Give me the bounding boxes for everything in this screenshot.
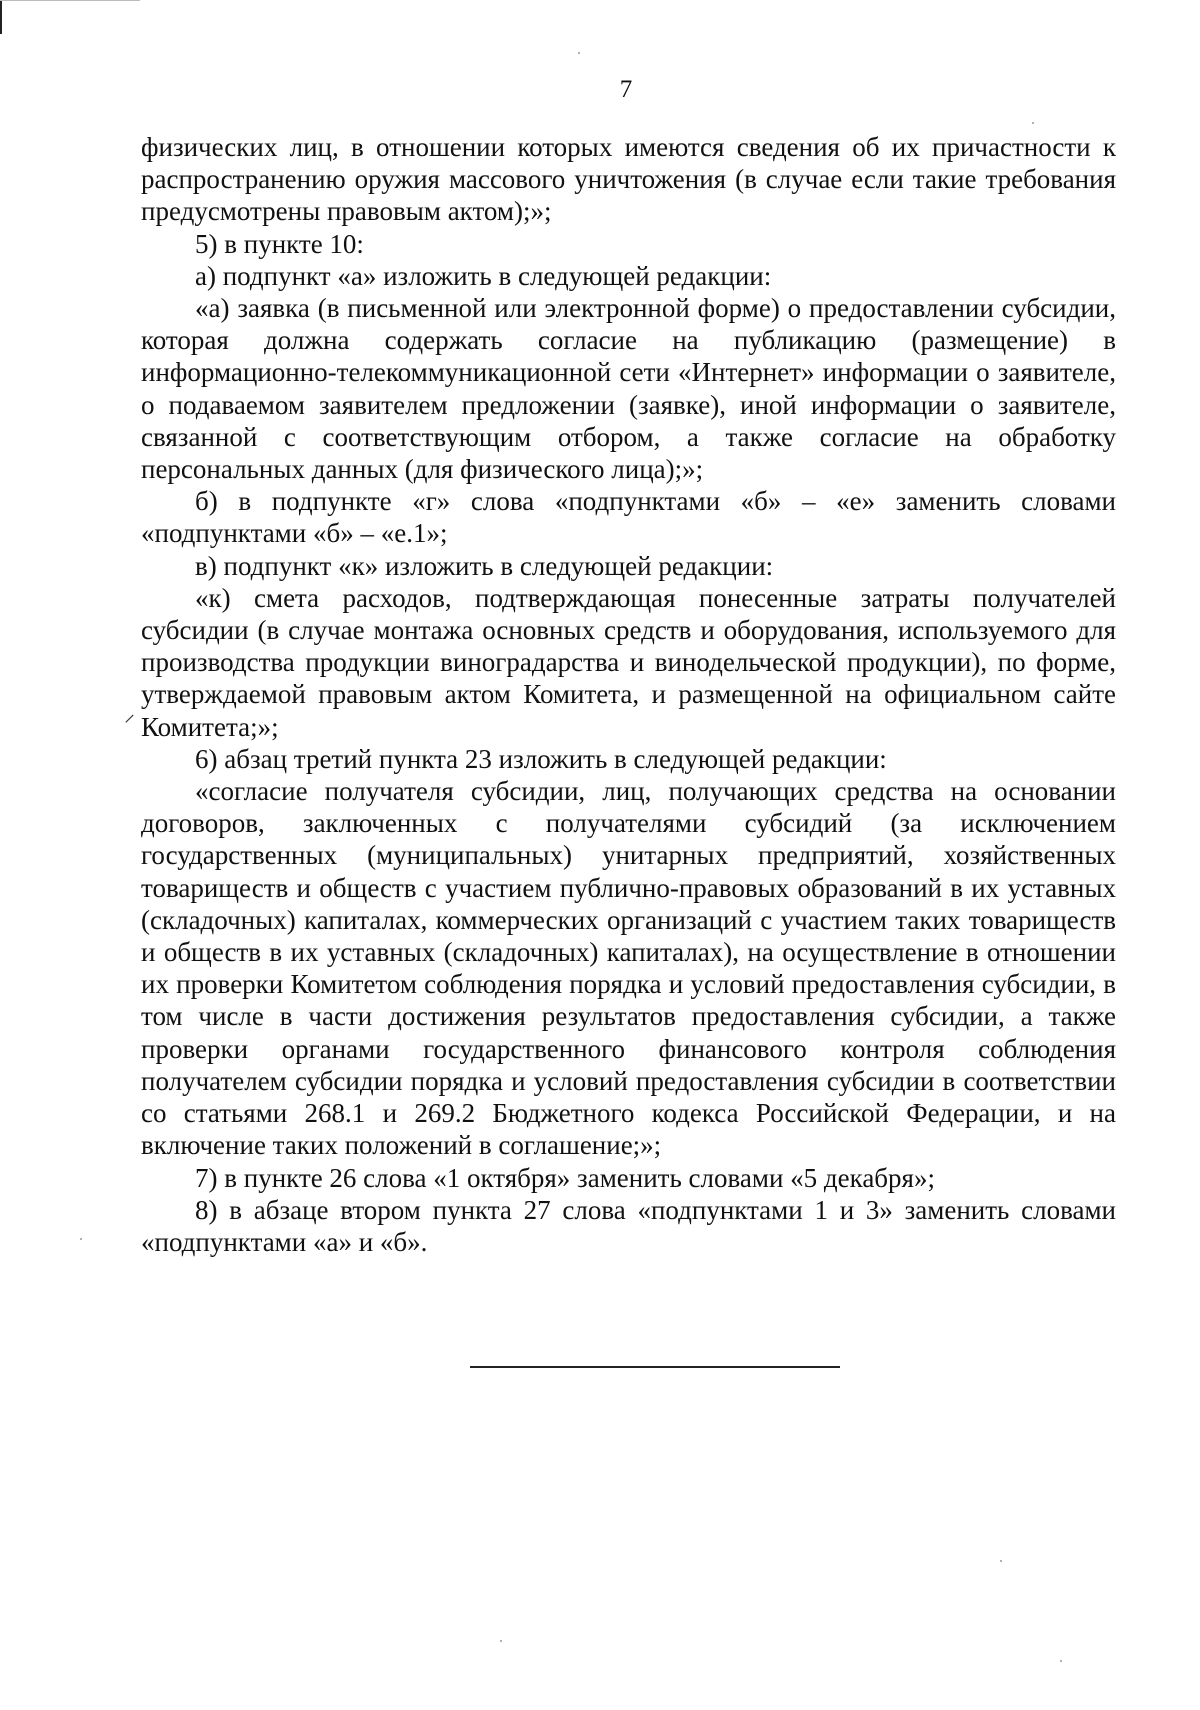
paragraph: физических лиц, в отношении которых имеются сведения об их причастности к распространению оружия массового уничтожения (в случае если такие требования предусмотрены правовым актом);»;: [141, 132, 1116, 227]
paragraph: 6) абзац третий пункта 23 изложить в следующей редакции:: [195, 743, 887, 774]
paragraph: «согласие получателя субсидии, лиц, получающих средства на основании договоров, заключенных с получателями субсидий (за исключением государственных (муниципальных) унитарных предприятий, хозяйственных товариществ и обществ с участием публично-правовых образований в их уставных (складочных) капиталах, коммерческих организаций с участием таких товариществ и обществ в их уставных (складочных) капиталах), на осуществление в отношении их проверки Комитетом соблюдения порядка и условий предоставления субсидии, в том числе в части достижения результатов предоставления субсидии, а также проверки органами государственного финансового контроля соблюдения получателем субсидии порядка и условий предоставления субсидии в соответствии со статьями 268.1 и 269.2 Бюджетного кодекса Российской Федерации, и на включение таких положений в соглашение;»;: [141, 776, 1116, 1161]
scan-speck: [1000, 1560, 1002, 1562]
scan-speck: [80, 1238, 82, 1240]
margin-pen-mark: ⸝: [124, 701, 136, 726]
paragraph: 5) в пункте 10:: [195, 228, 364, 259]
end-of-document-rule: [470, 1366, 840, 1368]
scan-speck: [578, 52, 580, 54]
paragraph: а) подпункт «а» изложить в следующей редакции:: [195, 260, 772, 291]
document-body: [141, 131, 1116, 1258]
paragraph: 8) в абзаце втором пункта 27 слова «подпунктами 1 и 3» заменить словами «подпунктами «а» и «б».: [141, 1194, 1116, 1257]
scan-edge-mark: [0, 0, 2, 34]
scan-speck: [500, 1640, 502, 1642]
paragraph: 7) в пункте 26 слова «1 октября» заменить словами «5 декабря»;: [195, 1162, 935, 1193]
scan-speck: [1060, 1660, 1062, 1662]
scan-speck: [1032, 122, 1034, 124]
paragraph: в) подпункт «к» изложить в следующей редакции:: [195, 550, 774, 581]
paragraph: «к) смета расходов, подтверждающая понесенные затраты получателей субсидии (в случае монтажа основных средств и оборудования, используемого для производства продукции виноградарства и винодельческой продукции), по форме, утверждаемой правовым актом Комитета, и размещенной на официальном сайте Комитета;»;: [141, 582, 1116, 742]
scan-edge-line: [0, 0, 140, 1]
page-number: 7: [619, 76, 633, 103]
paragraph: «а) заявка (в письменной или электронной форме) о предоставлении субсидии, которая должна содержать согласие на публикацию (размещение) в информационно-телекоммуникационной сети «Интернет» информации о заявителе, о подаваемом заявителем предложении (заявке), иной информации о заявителе, связанной с соответствующим отбором, а также согласие на обработку персональных данных (для физического лица);»;: [141, 293, 1116, 485]
paragraph: б) в подпункте «г» слова «подпунктами «б» – «е» заменить словами «подпунктами «б» – «е.1»;: [141, 486, 1116, 549]
